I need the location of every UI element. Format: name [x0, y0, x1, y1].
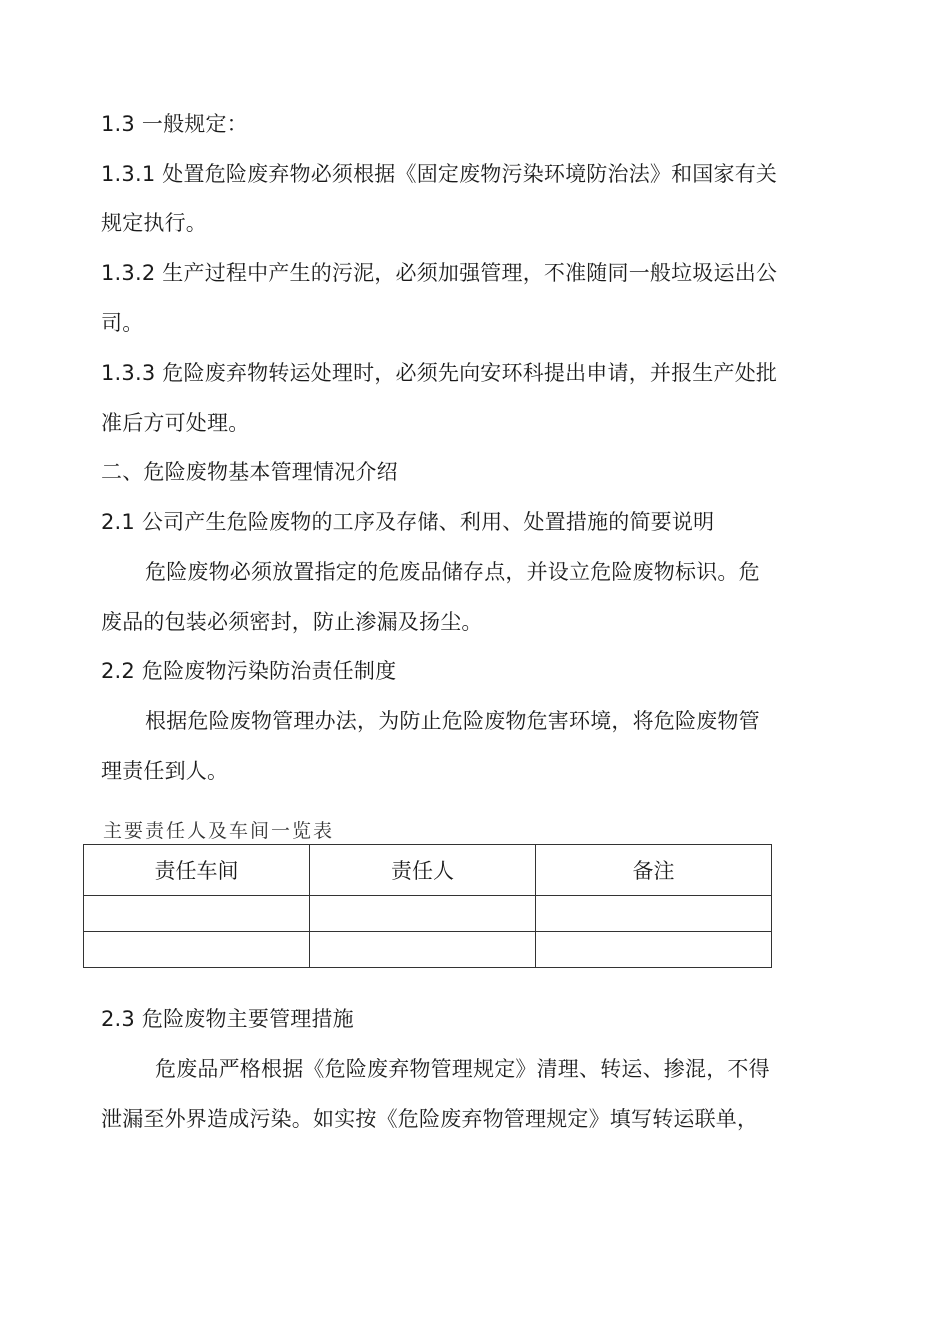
section-heading-2-3: 2.3 危险废物主要管理措施: [101, 1007, 354, 1031]
responsibility-table: [83, 844, 772, 968]
header-workshop: 责任车间: [84, 845, 310, 896]
paragraph-line: 理责任到人。: [101, 759, 229, 783]
table-cell: [310, 896, 536, 932]
paragraph-line: 1.3.3 危险废弃物转运处理时，必须先向安环科提出申请，并报生产处批: [101, 361, 778, 385]
header-remarks: 备注: [536, 845, 772, 896]
table-header-row: [84, 845, 772, 896]
paragraph-line: 根据危险废物管理办法，为防止危险废物危害环境，将危险废物管: [145, 709, 760, 733]
table-cell: [84, 896, 310, 932]
table-row: [84, 896, 772, 932]
paragraph-line: 1.3.2 生产过程中产生的污泥，必须加强管理，不准随同一般垃圾运出公: [101, 261, 778, 285]
table-cell: [310, 932, 536, 968]
table-caption: 主要责任人及车间一览表: [103, 820, 335, 842]
table-cell: [536, 896, 772, 932]
paragraph-line: 泄漏至外界造成污染。如实按《危险废弃物管理规定》填写转运联单，: [101, 1107, 759, 1131]
table-cell: [536, 932, 772, 968]
section-heading-1-3: 1.3 一般规定：: [101, 112, 248, 136]
section-heading-2-2: 2.2 危险废物污染防治责任制度: [101, 659, 397, 683]
paragraph-line: 危险废物必须放置指定的危废品储存点，并设立危险废物标识。危: [145, 560, 760, 584]
section-heading-2-1: 2.1 公司产生危险废物的工序及存储、利用、处置措施的简要说明: [101, 510, 715, 534]
paragraph-line: 司。: [101, 311, 144, 335]
paragraph-line: 危废品严格根据《危险废弃物管理规定》清理、转运、掺混，不得: [155, 1057, 770, 1081]
paragraph-line: 准后方可处理。: [101, 411, 250, 435]
paragraph-line: 规定执行。: [101, 211, 207, 235]
paragraph-line: 1.3.1 处置危险废弃物必须根据《固定废物污染环境防治法》和国家有关: [101, 162, 778, 186]
table-cell: [84, 932, 310, 968]
header-person-in-charge: 责任人: [310, 845, 536, 896]
paragraph-line: 废品的包装必须密封，防止渗漏及扬尘。: [101, 610, 483, 634]
table-row: [84, 932, 772, 968]
section-heading-2: 二、危险废物基本管理情况介绍: [101, 460, 398, 484]
